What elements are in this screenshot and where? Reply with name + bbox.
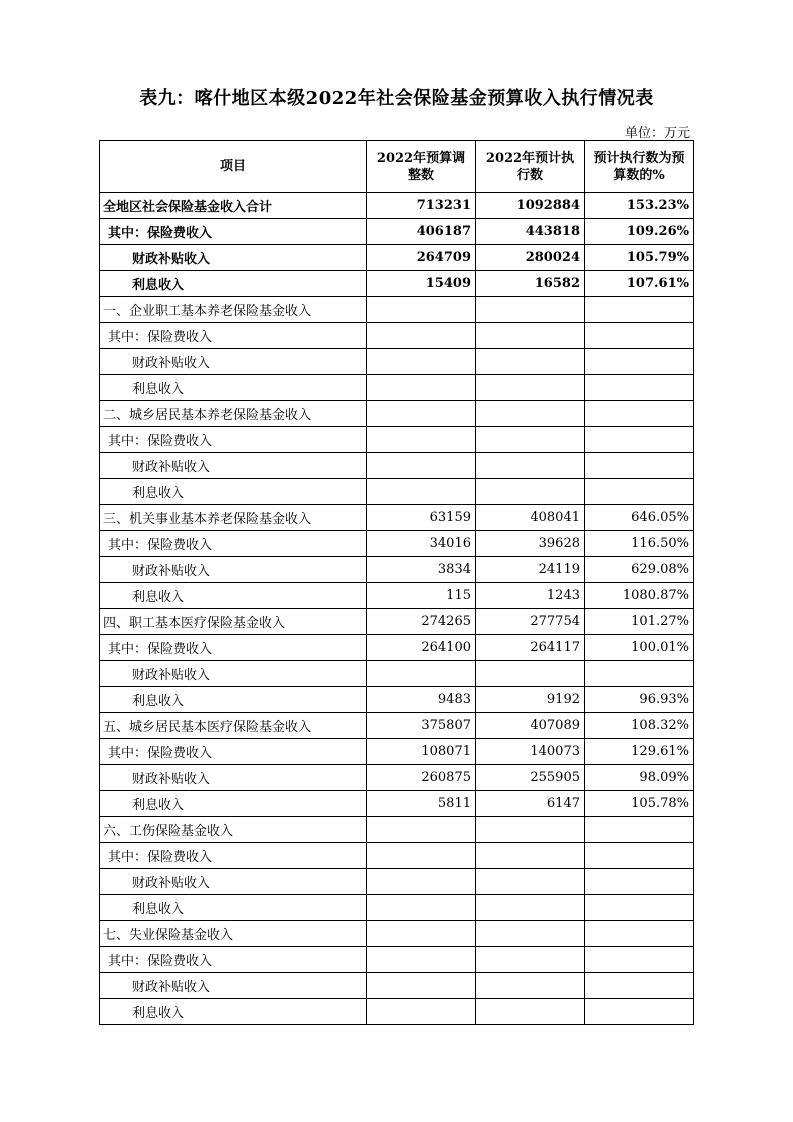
budget-cell: [367, 869, 476, 895]
estimate-cell: [476, 947, 585, 973]
row-label: 其中：保险费收入: [100, 947, 367, 973]
budget-cell: [367, 895, 476, 921]
table-row: [100, 635, 694, 661]
ratio-cell: 109.26%: [585, 219, 694, 245]
estimate-cell: 6147: [476, 791, 585, 817]
row-label: 利息收入: [100, 791, 367, 817]
table-row: [100, 661, 694, 687]
estimate-cell: 255905: [476, 765, 585, 791]
table-body: [100, 193, 694, 1025]
row-label: 利息收入: [100, 271, 367, 297]
table-row: [100, 687, 694, 713]
row-label: 利息收入: [100, 479, 367, 505]
estimate-cell: 280024: [476, 245, 585, 271]
budget-cell: 15409: [367, 271, 476, 297]
header-estimate: 2022年预计执行数: [476, 141, 585, 193]
budget-cell: [367, 375, 476, 401]
page-title: 表九：喀什地区本级2022年社会保险基金预算收入执行情况表: [139, 88, 654, 109]
header-item: 项目: [100, 141, 367, 193]
header-budget: 2022年预算调整数: [367, 141, 476, 193]
ratio-cell: 101.27%: [585, 609, 694, 635]
ratio-cell: 116.50%: [585, 531, 694, 557]
budget-cell: 108071: [367, 739, 476, 765]
row-label: 财政补贴收入: [100, 453, 367, 479]
ratio-cell: 105.79%: [585, 245, 694, 271]
estimate-cell: [476, 427, 585, 453]
row-label: 利息收入: [100, 687, 367, 713]
estimate-cell: [476, 973, 585, 999]
estimate-cell: 277754: [476, 609, 585, 635]
row-label: 四、职工基本医疗保险基金收入: [100, 609, 367, 635]
row-label: 财政补贴收入: [100, 349, 367, 375]
estimate-cell: [476, 349, 585, 375]
estimate-cell: [476, 401, 585, 427]
ratio-cell: [585, 921, 694, 947]
table-row: [100, 531, 694, 557]
table-row: [100, 765, 694, 791]
row-label: 七、失业保险基金收入: [100, 921, 367, 947]
estimate-cell: 443818: [476, 219, 585, 245]
row-label: 全地区社会保险基金收入合计: [100, 193, 367, 219]
ratio-cell: 129.61%: [585, 739, 694, 765]
budget-cell: 375807: [367, 713, 476, 739]
estimate-cell: [476, 479, 585, 505]
table-row: [100, 271, 694, 297]
ratio-cell: 98.09%: [585, 765, 694, 791]
budget-cell: [367, 947, 476, 973]
budget-cell: 260875: [367, 765, 476, 791]
table-row: [100, 869, 694, 895]
table-row: [100, 193, 694, 219]
ratio-cell: [585, 323, 694, 349]
budget-cell: 264100: [367, 635, 476, 661]
budget-cell: 713231: [367, 193, 476, 219]
table-row: [100, 557, 694, 583]
budget-cell: [367, 479, 476, 505]
estimate-cell: 24119: [476, 557, 585, 583]
ratio-cell: [585, 453, 694, 479]
estimate-cell: 1092884: [476, 193, 585, 219]
table-row: [100, 297, 694, 323]
budget-cell: 3834: [367, 557, 476, 583]
budget-cell: [367, 843, 476, 869]
table-header-row: [100, 141, 694, 193]
estimate-cell: 39628: [476, 531, 585, 557]
table-row: [100, 583, 694, 609]
table-row: [100, 245, 694, 271]
budget-cell: [367, 999, 476, 1025]
budget-cell: [367, 973, 476, 999]
row-label: 其中：保险费收入: [100, 219, 367, 245]
ratio-cell: [585, 375, 694, 401]
row-label: 财政补贴收入: [100, 973, 367, 999]
ratio-cell: [585, 297, 694, 323]
ratio-cell: [585, 999, 694, 1025]
row-label: 其中：保险费收入: [100, 531, 367, 557]
estimate-cell: [476, 297, 585, 323]
table-row: [100, 843, 694, 869]
estimate-cell: 9192: [476, 687, 585, 713]
budget-cell: 34016: [367, 531, 476, 557]
row-label: 其中：保险费收入: [100, 635, 367, 661]
ratio-cell: [585, 817, 694, 843]
ratio-cell: [585, 843, 694, 869]
table-row: [100, 973, 694, 999]
estimate-cell: 16582: [476, 271, 585, 297]
table-row: [100, 739, 694, 765]
row-label: 二、城乡居民基本养老保险基金收入: [100, 401, 367, 427]
budget-cell: [367, 297, 476, 323]
table-row: [100, 375, 694, 401]
budget-cell: 63159: [367, 505, 476, 531]
budget-cell: 274265: [367, 609, 476, 635]
estimate-cell: 264117: [476, 635, 585, 661]
budget-cell: 5811: [367, 791, 476, 817]
estimate-cell: [476, 869, 585, 895]
budget-cell: 115: [367, 583, 476, 609]
table-row: [100, 453, 694, 479]
ratio-cell: 96.93%: [585, 687, 694, 713]
table-row: [100, 505, 694, 531]
estimate-cell: [476, 661, 585, 687]
estimate-cell: 1243: [476, 583, 585, 609]
estimate-cell: 407089: [476, 713, 585, 739]
row-label: 其中：保险费收入: [100, 427, 367, 453]
ratio-cell: 629.08%: [585, 557, 694, 583]
budget-cell: 9483: [367, 687, 476, 713]
row-label: 其中：保险费收入: [100, 323, 367, 349]
row-label: 财政补贴收入: [100, 245, 367, 271]
ratio-cell: 100.01%: [585, 635, 694, 661]
ratio-cell: [585, 401, 694, 427]
ratio-cell: [585, 661, 694, 687]
row-label: 三、机关事业基本养老保险基金收入: [100, 505, 367, 531]
estimate-cell: [476, 375, 585, 401]
budget-cell: [367, 323, 476, 349]
estimate-cell: [476, 453, 585, 479]
ratio-cell: 107.61%: [585, 271, 694, 297]
budget-cell: [367, 401, 476, 427]
ratio-cell: [585, 947, 694, 973]
table-row: [100, 401, 694, 427]
budget-cell: [367, 349, 476, 375]
estimate-cell: [476, 817, 585, 843]
ratio-cell: 1080.87%: [585, 583, 694, 609]
row-label: 六、工伤保险基金收入: [100, 817, 367, 843]
row-label: 财政补贴收入: [100, 661, 367, 687]
estimate-cell: 140073: [476, 739, 585, 765]
ratio-cell: [585, 973, 694, 999]
ratio-cell: [585, 869, 694, 895]
ratio-cell: 108.32%: [585, 713, 694, 739]
budget-cell: [367, 817, 476, 843]
budget-cell: 264709: [367, 245, 476, 271]
ratio-cell: 105.78%: [585, 791, 694, 817]
ratio-cell: [585, 427, 694, 453]
table-row: [100, 895, 694, 921]
ratio-cell: [585, 479, 694, 505]
row-label: 一、企业职工基本养老保险基金收入: [100, 297, 367, 323]
table-row: [100, 921, 694, 947]
table-row: [100, 427, 694, 453]
table-row: [100, 999, 694, 1025]
table-row: [100, 609, 694, 635]
budget-cell: [367, 427, 476, 453]
row-label: 财政补贴收入: [100, 869, 367, 895]
budget-cell: [367, 661, 476, 687]
table-row: [100, 323, 694, 349]
unit-label: 单位：万元: [624, 126, 690, 141]
estimate-cell: 408041: [476, 505, 585, 531]
row-label: 利息收入: [100, 583, 367, 609]
table-row: [100, 947, 694, 973]
estimate-cell: [476, 895, 585, 921]
estimate-cell: [476, 323, 585, 349]
table-row: [100, 219, 694, 245]
ratio-cell: [585, 895, 694, 921]
row-label: 财政补贴收入: [100, 765, 367, 791]
row-label: 其中：保险费收入: [100, 843, 367, 869]
row-label: 其中：保险费收入: [100, 739, 367, 765]
table-row: [100, 479, 694, 505]
estimate-cell: [476, 999, 585, 1025]
row-label: 利息收入: [100, 999, 367, 1025]
budget-cell: [367, 921, 476, 947]
budget-cell: [367, 453, 476, 479]
ratio-cell: [585, 349, 694, 375]
ratio-cell: 646.05%: [585, 505, 694, 531]
estimate-cell: [476, 921, 585, 947]
header-ratio: 预计执行数为预算数的%: [585, 141, 694, 193]
row-label: 利息收入: [100, 895, 367, 921]
row-label: 财政补贴收入: [100, 557, 367, 583]
ratio-cell: 153.23%: [585, 193, 694, 219]
table-row: [100, 349, 694, 375]
row-label: 利息收入: [100, 375, 367, 401]
revenue-table: [99, 140, 694, 1025]
table-row: [100, 817, 694, 843]
estimate-cell: [476, 843, 585, 869]
table-row: [100, 713, 694, 739]
table-row: [100, 791, 694, 817]
row-label: 五、城乡居民基本医疗保险基金收入: [100, 713, 367, 739]
budget-cell: 406187: [367, 219, 476, 245]
